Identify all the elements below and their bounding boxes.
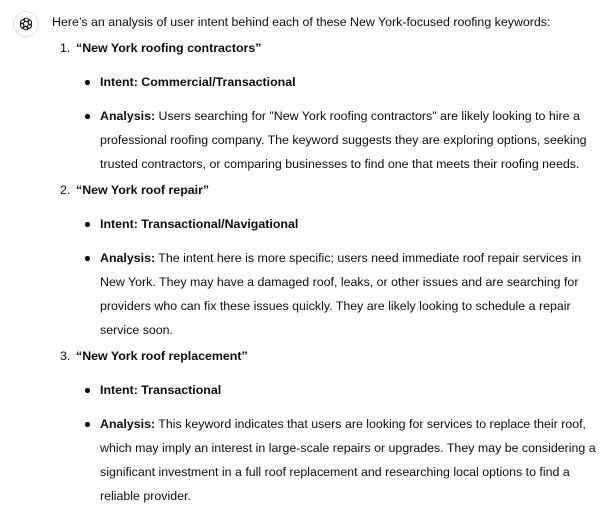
intent-label: Intent: Commercial/Transactional bbox=[100, 75, 296, 89]
keyword-item bbox=[52, 36, 604, 176]
analysis-label: Analysis: bbox=[100, 251, 156, 265]
keyword-list bbox=[52, 36, 604, 508]
keyword-number: 1. bbox=[60, 41, 71, 55]
analysis-point bbox=[76, 412, 604, 508]
intent-point bbox=[76, 212, 604, 236]
keyword-number: 2. bbox=[60, 183, 71, 197]
keyword-points bbox=[76, 70, 604, 176]
intent-label: Intent: Transactional bbox=[100, 383, 222, 397]
intent-point bbox=[76, 378, 604, 402]
keyword-points bbox=[76, 212, 604, 342]
keyword-points bbox=[76, 378, 604, 508]
analysis-text: The intent here is more specific; users need immediate roof repair services in New York. They may have a damaged roof, leaks, or other issues and are searching for providers who can fix these issues quickly. They are likely looking to schedule a repair service soon. bbox=[100, 251, 582, 337]
analysis-point bbox=[76, 104, 604, 176]
analysis-label: Analysis: bbox=[100, 109, 156, 123]
keyword-item bbox=[52, 344, 604, 508]
analysis-text: Users searching for "New York roofing contractors" are likely looking to hire a professional roofing company. The keyword suggests they are exploring options, seeking trusted contractors, or comparing businesses to find one that meets their roofing needs. bbox=[100, 109, 587, 171]
analysis-label: Analysis: bbox=[100, 417, 156, 431]
intro-text: Here’s an analysis of user intent behind each of these New York-focused roofing keywords: bbox=[52, 15, 551, 29]
keyword-title: “New York roof replacement” bbox=[76, 349, 248, 363]
analysis-text: This keyword indicates that users are looking for services to replace their roof, which may imply an interest in large-scale repairs or upgrades. They may be considering a significant investment in a full roof replacement and researching local options to find a reliable provider. bbox=[100, 417, 596, 503]
keyword-item bbox=[52, 178, 604, 342]
analysis-point bbox=[76, 246, 604, 342]
assistant-avatar bbox=[13, 11, 39, 37]
openai-logo-icon bbox=[18, 16, 34, 32]
keyword-number: 3. bbox=[60, 349, 71, 363]
keyword-title: “New York roofing contractors” bbox=[76, 41, 262, 55]
assistant-message bbox=[52, 0, 604, 508]
intent-point bbox=[76, 70, 604, 94]
intent-label: Intent: Transactional/Navigational bbox=[100, 217, 299, 231]
keyword-title: “New York roof repair” bbox=[76, 183, 210, 197]
